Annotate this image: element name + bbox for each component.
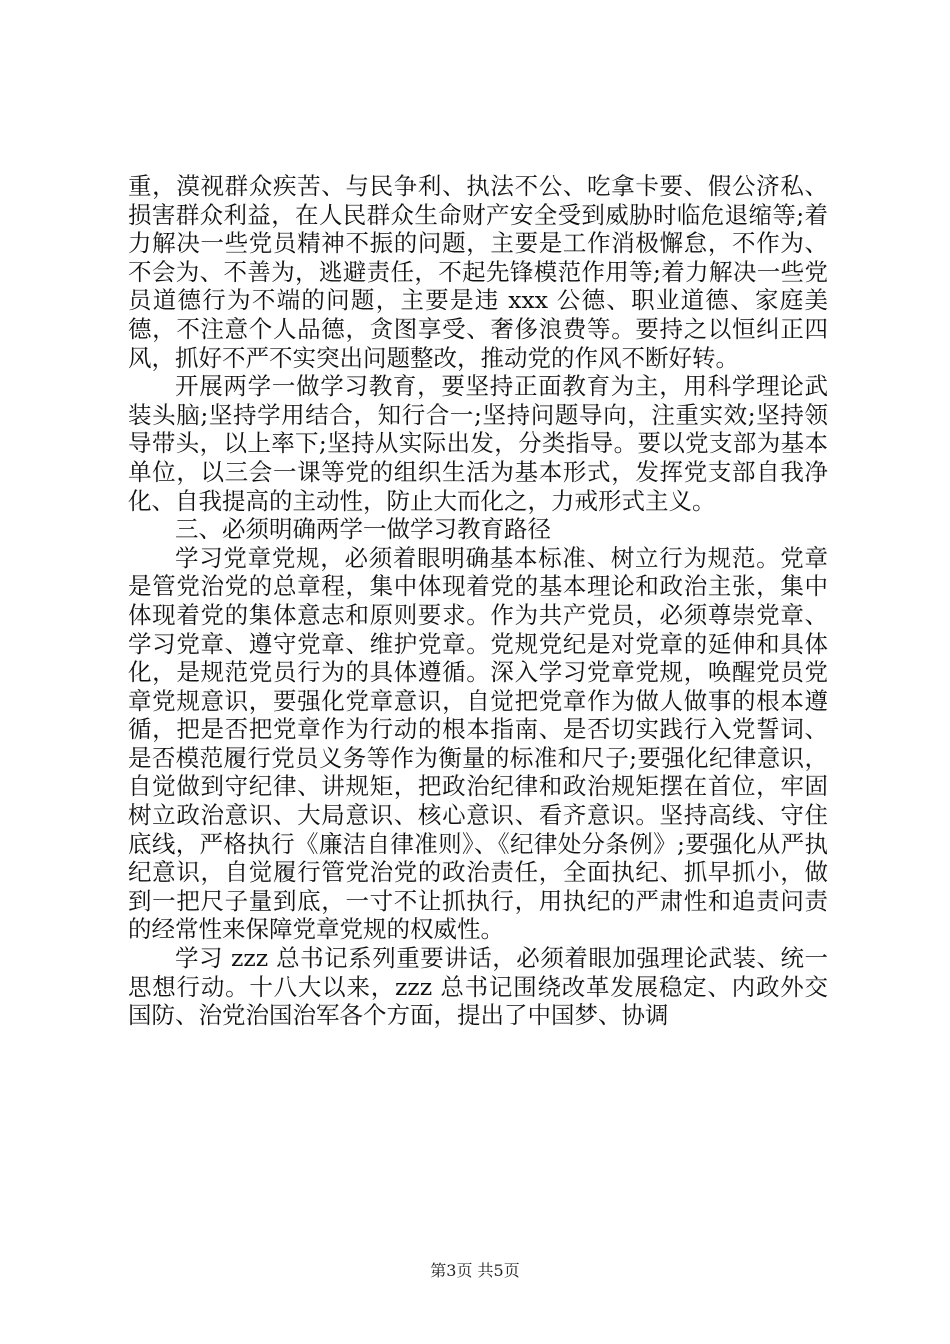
paragraph-speeches: 学习 zzz 总书记系列重要讲话，必须着眼加强理论武装、统一思想行动。十八大以来，zzz 总书记围绕改革发展稳定、内政外交国防、治党治国治军各个方面，提出了中国梦、协调 (128, 944, 828, 1030)
paragraph-continuation: 重，漠视群众疾苦、与民争利、执法不公、吃拿卡要、假公济私、损害群众利益，在人民群众生命财产安全受到威胁时临危退缩等;着力解决一些党员精神不振的问题，主要是工作消极懈怠，不作为、不会为、不善为，逃避责任，不起先锋模范作用等;着力解决一些党员道德行为不端的问题，主要是违 xxx 公德、职业道德、家庭美德，不注意个人品德，贪图享受、奢侈浪费等。要持之以恒纠正四风，抓好不严不实突出问题整改，推动党的作风不断好转。 (128, 172, 828, 372)
page-number-footer: 第3页 共5页 (430, 1261, 520, 1280)
section-heading-3: 三、必须明确两学一做学习教育路径 (175, 515, 551, 544)
paragraph-study-education: 开展两学一做学习教育，要坚持正面教育为主，用科学理论武装头脑;坚持学用结合，知行合一;坚持问题导向，注重实效;坚持领导带头，以上率下;坚持从实际出发，分类指导。要以党支部为基本单位，以三会一课等党的组织生活为基本形式，发挥党支部自我净化、自我提高的主动性，防止大而化之，力戒形式主义。 (128, 372, 828, 515)
document-body (128, 172, 828, 1030)
paragraph-party-constitution: 学习党章党规，必须着眼明确基本标准、树立行为规范。党章是管党治党的总章程，集中体现着党的基本理论和政治主张，集中体现着党的集体意志和原则要求。作为共产党员，必须尊崇党章、学习党章、遵守党章、维护党章。党规党纪是对党章的延伸和具体化，是规范党员行为的具体遵循。深入学习党章党规，唤醒党员党章党规意识，要强化党章意识，自觉把党章作为做人做事的根本遵循，把是否把党章作为行动的根本指南、是否切实践行入党誓词、是否模范履行党员义务等作为衡量的标准和尺子;要强化纪律意识，自觉做到守纪律、讲规矩，把政治纪律和政治规矩摆在首位，牢固树立政治意识、大局意识、核心意识、看齐意识。坚持高线、守住底线，严格执行《廉洁自律准则》、《纪律处分条例》;要强化从严执纪意识，自觉履行管党治党的政治责任，全面执纪、抓早抓小，做到一把尺子量到底，一寸不让抓执行，用执纪的严肃性和追责问责的经常性来保障党章党规的权威性。 (128, 543, 828, 944)
